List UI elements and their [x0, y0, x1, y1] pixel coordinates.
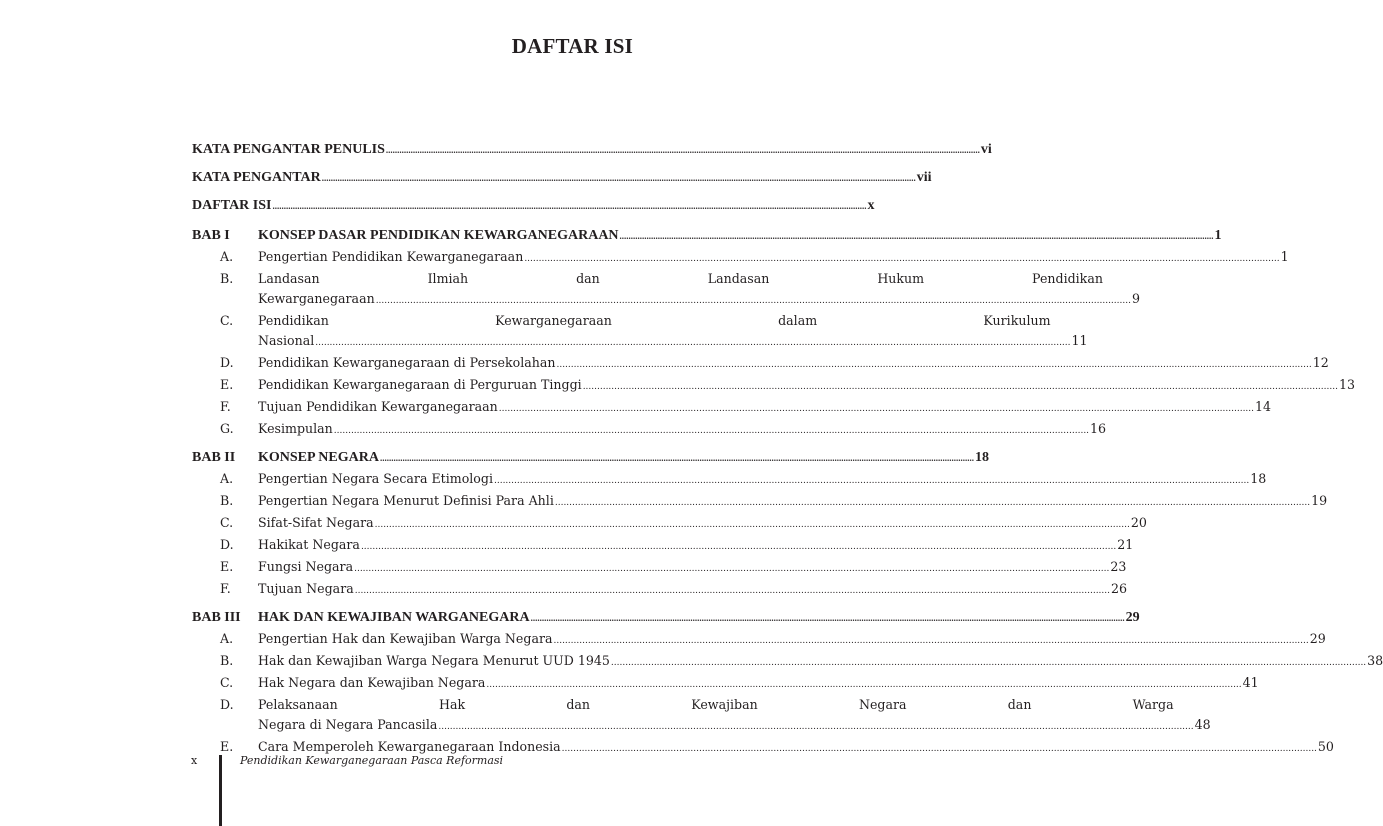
table-of-contents	[192, 139, 1383, 759]
section-entry[interactable]	[192, 513, 1147, 535]
title-word: Negara	[858, 697, 907, 712]
section-title: Pengertian Hak dan Kewajiban Warga Negara	[258, 631, 553, 646]
dot-leader	[322, 167, 916, 189]
entry-page: 29	[1125, 610, 1140, 625]
chapter-number: BAB III	[192, 610, 241, 625]
section-letter: A.	[220, 631, 234, 646]
footer-book-title: Pendidikan Kewarganegaraan Pasca Reformasi	[240, 754, 504, 767]
dot-leader	[583, 375, 1338, 397]
dot-leader	[494, 469, 1249, 491]
section-entry[interactable]	[192, 695, 1211, 737]
section-letter: D.	[220, 537, 234, 552]
dot-leader	[486, 673, 1241, 695]
entry-page: 18	[1250, 471, 1267, 486]
section-letter: F.	[220, 581, 231, 596]
section-entry[interactable]	[192, 535, 1134, 557]
dot-leader	[524, 247, 1279, 269]
section-letter: B.	[220, 271, 234, 286]
chapter-title: KONSEP NEGARA	[258, 450, 379, 465]
entry-page: 38	[1367, 653, 1383, 668]
section-letter: D.	[220, 355, 234, 370]
section-entry[interactable]	[192, 311, 1088, 353]
title-word: dan	[566, 697, 591, 712]
section-letter: E.	[220, 559, 234, 574]
dot-leader	[334, 419, 1089, 441]
entry-page: x	[867, 198, 875, 213]
dot-leader	[611, 651, 1366, 673]
section-title: Tujuan Negara	[258, 581, 354, 596]
dot-leader	[361, 535, 1116, 557]
title-word: Landasan	[258, 271, 320, 286]
entry-page: 14	[1255, 399, 1272, 414]
entry-page: 18	[974, 450, 989, 465]
section-entry[interactable]	[192, 651, 1383, 673]
dot-leader	[555, 491, 1310, 513]
section-letter: A.	[220, 249, 234, 264]
section-entry[interactable]	[192, 629, 1326, 651]
title-word: Pendidikan	[258, 313, 329, 328]
section-title: Cara Memperoleh Kewarganegaraan Indonesia	[258, 739, 561, 754]
section-entry[interactable]	[192, 419, 1107, 441]
entry-page: 41	[1242, 675, 1259, 690]
entry-page: 19	[1311, 493, 1328, 508]
entry-page: 26	[1111, 581, 1128, 596]
toc-entry-kata-pengantar[interactable]	[192, 167, 932, 195]
entry-page: vii	[916, 170, 932, 185]
entry-title: KATA PENGANTAR PENULIS	[192, 142, 385, 157]
section-title-line1	[258, 695, 1211, 715]
entry-page: 20	[1130, 515, 1147, 530]
chapter-heading[interactable]	[192, 225, 1222, 247]
section-entry[interactable]	[192, 491, 1328, 513]
section-title: Pengertian Negara Secara Etimologi	[258, 471, 493, 486]
entry-page: vi	[980, 142, 992, 157]
entry-page: 16	[1090, 421, 1107, 436]
entry-page: 1	[1280, 249, 1289, 264]
chapter-heading[interactable]	[192, 447, 989, 469]
title-word: Pelaksanaan	[258, 697, 338, 712]
section-letter: C.	[220, 313, 234, 328]
dot-leader	[386, 139, 980, 161]
toc-entry-daftar-isi[interactable]	[192, 195, 875, 223]
title-word: Kewajiban	[691, 697, 758, 712]
section-letter: E.	[220, 377, 234, 392]
dot-leader	[562, 737, 1317, 759]
section-title: Tujuan Pendidikan Kewarganegaraan	[258, 399, 498, 414]
dot-leader	[556, 353, 1311, 375]
dot-leader	[355, 579, 1110, 601]
chapter-number: BAB I	[192, 228, 230, 243]
entry-page: 23	[1110, 559, 1127, 574]
entry-title: KATA PENGANTAR	[192, 170, 321, 185]
footer-divider	[219, 755, 222, 826]
section-title-line2: Kewarganegaraan	[258, 291, 375, 306]
section-title-line1	[258, 269, 1140, 289]
title-word: dan	[576, 271, 600, 286]
title-word: Ilmiah	[427, 271, 469, 286]
section-title: Kesimpulan	[258, 421, 333, 436]
entry-page: 21	[1117, 537, 1134, 552]
dot-leader	[531, 607, 1125, 629]
section-title: Pendidikan Kewarganegaraan di Perguruan Tinggi	[258, 377, 582, 392]
footer-page-number: x	[191, 754, 198, 767]
chapter-number: BAB II	[192, 450, 236, 465]
dot-leader	[620, 225, 1214, 247]
section-title-line2: Nasional	[258, 333, 315, 348]
section-title: Fungsi Negara	[258, 559, 354, 574]
chapter-title: KONSEP DASAR PENDIDIKAN KEWARGANEGARAAN	[258, 228, 619, 243]
section-letter: C.	[220, 515, 234, 530]
section-title: Hakikat Negara	[258, 537, 360, 552]
section-title-line2: Negara di Negara Pancasila	[258, 717, 438, 732]
section-entry[interactable]	[192, 375, 1355, 397]
entry-page: 48	[1194, 717, 1211, 732]
title-word: Kewarganegaraan	[495, 313, 612, 328]
entry-page: 12	[1312, 355, 1329, 370]
section-letter: D.	[220, 697, 234, 712]
section-entry[interactable]	[192, 673, 1259, 695]
section-letter: C.	[220, 675, 234, 690]
section-letter: B.	[220, 653, 234, 668]
title-word: Kurikulum	[983, 313, 1051, 328]
dot-leader	[354, 557, 1109, 579]
section-entry[interactable]	[192, 247, 1289, 269]
entry-page: 13	[1338, 377, 1355, 392]
dot-leader	[499, 397, 1254, 419]
entry-page: 11	[1071, 333, 1088, 348]
section-entry[interactable]	[192, 469, 1267, 491]
section-letter: E.	[220, 739, 234, 754]
title-word: Landasan	[707, 271, 770, 286]
section-letter: F.	[220, 399, 231, 414]
section-letter: G.	[220, 421, 234, 436]
title-word: Pendidikan	[1032, 271, 1103, 286]
section-entry[interactable]	[192, 579, 1128, 601]
title-word: Warga	[1132, 697, 1174, 712]
dot-leader	[438, 715, 1193, 737]
section-title: Pengertian Negara Menurut Definisi Para Ahli	[258, 493, 554, 508]
entry-page: 29	[1309, 631, 1326, 646]
toc-entry-kata-pengantar-penulis[interactable]	[192, 139, 992, 167]
section-title: Hak dan Kewajiban Warga Negara Menurut UUD 1945	[258, 653, 610, 668]
section-entry[interactable]	[192, 269, 1140, 311]
section-title: Pendidikan Kewarganegaraan di Persekolahan	[258, 355, 556, 370]
section-title: Pengertian Pendidikan Kewarganegaraan	[258, 249, 524, 264]
section-title: Hak Negara dan Kewajiban Negara	[258, 675, 486, 690]
dot-leader	[380, 447, 974, 469]
dot-leader	[376, 289, 1131, 311]
chapter-title: HAK DAN KEWAJIBAN WARGANEGARA	[258, 610, 530, 625]
title-word: dalam	[778, 313, 818, 328]
section-title-line1	[258, 311, 1088, 331]
section-entry[interactable]	[192, 353, 1329, 375]
entry-title: DAFTAR ISI	[192, 198, 272, 213]
section-letter: B.	[220, 493, 234, 508]
dot-leader	[272, 195, 866, 217]
section-title: Sifat-Sifat Negara	[258, 515, 374, 530]
dot-leader	[375, 513, 1130, 535]
entry-page: 50	[1317, 739, 1334, 754]
chapter-heading[interactable]	[192, 607, 1140, 629]
title-word: Hak	[438, 697, 466, 712]
section-entry[interactable]	[192, 557, 1127, 579]
page-title: DAFTAR ISI	[511, 34, 633, 58]
dot-leader	[553, 629, 1308, 651]
section-letter: A.	[220, 471, 234, 486]
section-entry[interactable]	[192, 397, 1272, 419]
entry-page: 1	[1214, 228, 1222, 243]
entry-page: 9	[1131, 291, 1140, 306]
title-word: Hukum	[877, 271, 925, 286]
title-word: dan	[1007, 697, 1032, 712]
dot-leader	[315, 331, 1070, 353]
